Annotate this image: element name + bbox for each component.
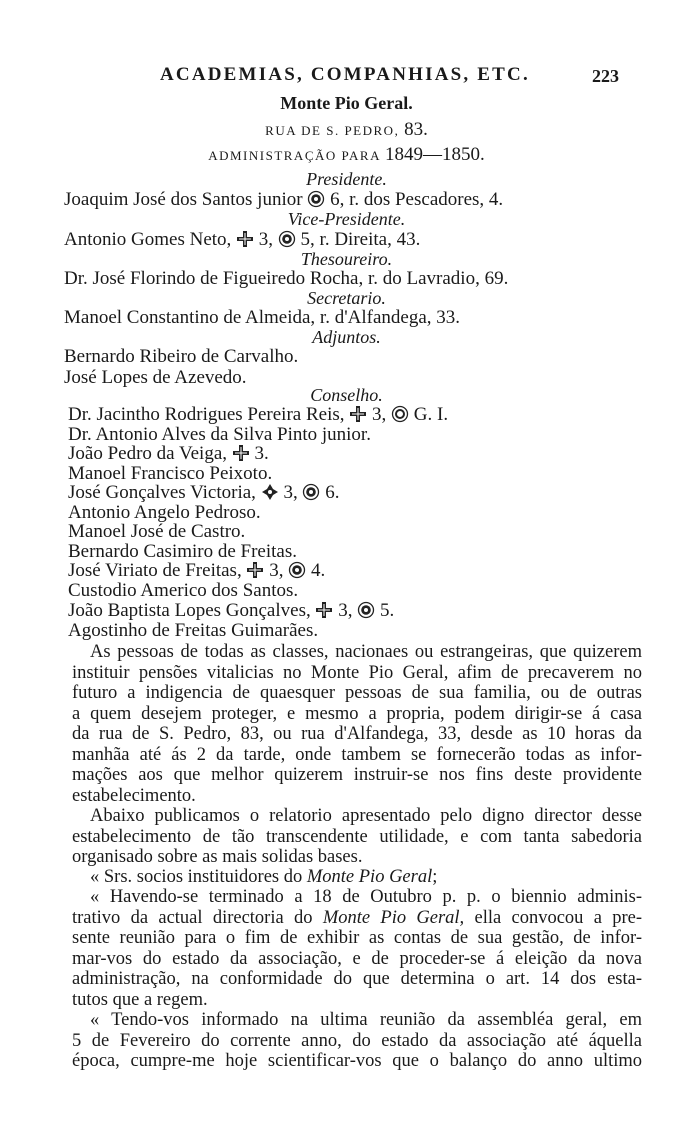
text-line: sente reunião para o fim de exhibir as contas de sua gestão, de infor- [72,928,642,948]
text-line: manhãa até ás 2 da tarde, onde tambem se fornecerão todas as infor- [72,744,642,765]
member-degree: 3, [269,560,284,581]
text-line: Abaixo publicamos o relatorio apresentado pelo digno director desse [90,806,642,826]
text-line: administração, na conformidade do que determina o art. 14 dos esta- [72,969,642,989]
text-line: da rua de S. Pedro, 83, ou rua d'Alfandega, 33, desde as 10 horas da [72,724,642,744]
address-label: RUA DE S. PEDRO, [265,123,400,138]
text-line: organisado sobre as mais solidas bases. [72,847,363,867]
page-number: 223 [592,66,619,86]
member-conselho-8: Bernardo Casimiro de Freitas. [68,541,298,562]
role-thesoureiro: Thesoureiro. [300,249,393,269]
member-degree: 3, [283,482,298,503]
member-details: 6. [325,482,340,503]
running-header [0,64,693,88]
member-details: 4. [310,560,326,581]
text-line: mar-vos do estado da associação, e de proceder-se á eleição da nova [72,948,642,969]
member-conselho-6: Antonio Angelo Pedroso. [68,502,261,523]
text-line: « Tendo-vos informado na ultima reunião da assembléa geral, em [90,1010,642,1030]
member-conselho-10: Custodio Americo dos Santos. [68,580,299,601]
member-details: 5, r. Direita, 43. [300,229,421,250]
member-details: 6, r. dos Pescadores, 4. [330,189,504,210]
member-name: João Pedro da Veiga, [68,443,228,464]
salutation-italic: Monte Pio Geral [306,867,433,887]
member-details: 3. [254,443,269,464]
text-fragment: trativo da actual directoria do [72,907,313,928]
header-title: ACADEMIAS, COMPANHIAS, ETC. [160,64,530,85]
member-conselho-12: Agostinho de Freitas Guimarães. [68,620,319,641]
text-line: As pessoas de todas as classes, nacionaes ou estrangeiras, que quizerem [90,642,642,662]
member-degree: 3, [258,229,274,250]
paragraph-salutation [72,867,642,888]
member-name: Dr. Jacintho Rodrigues Pereira Reis, [68,404,345,425]
member-adjunto-2: José Lopes de Azevedo. [64,367,247,388]
text-line: estabelecimento de tão transcendente utilidade, e com tanta sabedoria [72,826,642,847]
administration-line [0,144,693,166]
text-line: futuro a indigencia de quaesquer pessoas de sua familia, ou de outras [72,683,642,703]
member-conselho-2: Dr. Antonio Alves da Silva Pinto junior. [68,424,371,445]
salutation-end: ; [432,867,438,887]
member-adjunto-1: Bernardo Ribeiro de Carvalho. [64,346,299,367]
text-line: estabelecimento. [72,785,196,806]
text-line: época, cumpre-me hoje scientificar-vos que o balanço do anno ultimo [72,1051,642,1071]
member-degree: 3, [338,600,353,621]
role-presidente: Presidente. [306,169,387,189]
member-secretario: Manoel Constantino de Almeida, r. d'Alfandega, 33. [64,307,461,328]
member-thesoureiro: Dr. José Florindo de Figueiredo Rocha, r. do Lavradio, 69. [64,268,509,289]
text-line: « Havendo-se terminado a 18 de Outubro p. p. o biennio adminis- [90,887,642,907]
role-vice-presidente: Vice-Presidente. [287,209,406,229]
text-line: 5 de Fevereiro do corrente anno, do estado da associação até áquella [72,1030,642,1051]
text-line [72,867,642,888]
member-name: João Baptista Lopes Gonçalves, [68,600,311,621]
paragraph-announcement [72,642,642,806]
role-adjuntos: Adjuntos. [312,327,381,347]
text-line: mações aos que melhor quizerem instruir-se nos fins deste providente [72,765,642,785]
member-details: 5. [379,600,395,621]
role-conselho: Conselho. [310,385,383,405]
administration-years: 1849—1850. [385,144,485,165]
paragraph-report-intro [72,806,642,868]
member-name: José Gonçalves Victoria, [68,482,256,503]
paragraph-biennium [72,887,642,1010]
member-conselho-7: Manoel José de Castro. [68,521,246,542]
member-conselho-4: Manoel Francisco Peixoto. [68,463,273,484]
text-fragment: ella convocou a pre- [474,907,643,928]
section-title: Monte Pio Geral. [280,93,413,113]
text-line: tutos que a regem. [72,989,208,1010]
member-name: Antonio Gomes Neto, [64,229,232,250]
administration-label: ADMINISTRAÇÃO PARA [208,148,381,163]
member-degree: 3, [372,404,387,425]
address-number: 83. [404,119,428,140]
text-line: a quem desejem proteger, e mesmo a propria, podem dirigir-se á casa [72,703,642,724]
paragraph-last-meeting [72,1010,642,1072]
salutation-text: « Srs. socios instituidores do [90,867,303,887]
text-line [72,908,642,929]
text-line: instituir pensões vitalicias no Monte Pio Geral, afim de precaverem no [72,662,642,683]
address-line [0,119,693,141]
member-details: G. I. [413,404,449,425]
role-secretario: Secretario. [307,288,386,308]
member-name: Joaquim José dos Santos junior [64,189,303,210]
text-italic: Monte Pio Geral, [322,907,465,928]
member-name: José Viriato de Freitas, [68,560,242,581]
